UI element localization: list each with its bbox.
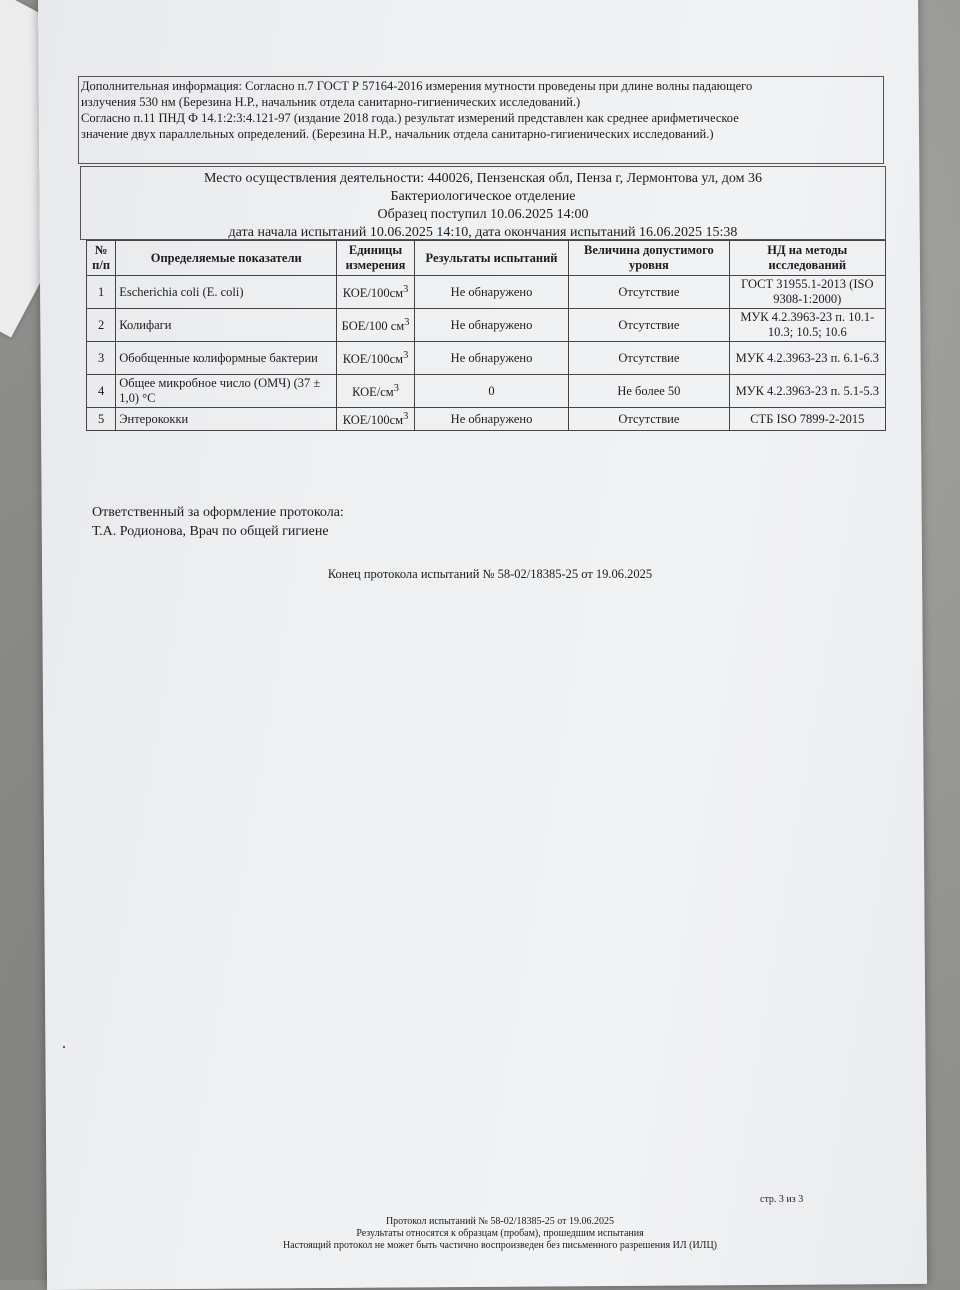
row-norm: Отсутствие xyxy=(569,309,729,342)
row-unit: БОЕ/100 $см^3$ xyxy=(337,309,415,342)
table-row xyxy=(87,276,886,309)
row-norm: Не более 50 xyxy=(569,375,729,408)
page-number: стр. 3 из 3 xyxy=(760,1194,804,1205)
footer-line-3: Настоящий протокол не может быть частично воспроизведен без письменного разрешения ИЛ (ИЛЦ) xyxy=(282,1240,717,1251)
row-name: Обобщенные колиформные бактерии xyxy=(116,342,337,375)
row-nd: ГОСТ 31955.1-2013 (ISO 9308-1:2000) xyxy=(729,276,885,309)
header-norm: Величина допустимого уровня xyxy=(569,241,729,276)
row-nd: СТБ ISO 7899-2-2015 xyxy=(729,408,885,431)
row-norm: Отсутствие xyxy=(569,276,729,309)
place-of-activity-box xyxy=(80,166,886,240)
info-line-4: значение двух параллельных определений. (Березина Н.Р., начальник отдела санитарно-гигиенических исследований.) xyxy=(81,127,714,141)
row-num: 5 xyxy=(87,408,116,431)
row-name: Escherichia coli (E. coli) xyxy=(116,276,337,309)
row-unit: КОЕ/$100см^3$ xyxy=(337,342,415,375)
responsible-person: Т.А. Родионова, Врач по общей гигиене xyxy=(92,524,329,539)
header-unit: Единицы измерения xyxy=(337,241,415,276)
paper-speck xyxy=(63,1046,65,1048)
test-dates: дата начала испытаний 10.06.2025 14:10, дата окончания испытаний 16.06.2025 15:38 xyxy=(228,225,738,240)
table-row xyxy=(87,342,886,375)
responsible-label: Ответственный за оформление протокола: xyxy=(92,505,344,520)
protocol-end-text: Конец протокола испытаний № 58-02/18385-25 от 19.06.2025 xyxy=(327,567,653,581)
row-nd: МУК 4.2.3963-23 п. 5.1-5.3 xyxy=(729,375,885,408)
row-result: 0 xyxy=(414,375,568,408)
header-name: Определяемые показатели xyxy=(116,241,337,276)
table-header-row xyxy=(87,241,886,276)
header-num: № п/п xyxy=(87,241,116,276)
row-unit: КОЕ/$100см^3$ xyxy=(337,276,415,309)
row-name: Общее микробное число (ОМЧ) (37 ± 1,0) °С xyxy=(116,375,337,408)
row-name: Энтерококки xyxy=(116,408,337,431)
table-row xyxy=(87,408,886,431)
row-result: Не обнаружено xyxy=(414,408,568,431)
results-table xyxy=(86,240,886,431)
table-row xyxy=(87,309,886,342)
page-footer xyxy=(0,1216,960,1252)
additional-info-box xyxy=(78,76,884,164)
row-num: 3 xyxy=(87,342,116,375)
row-result: Не обнаружено xyxy=(414,276,568,309)
place-address: Место осуществления деятельности: 440026, Пензенская обл, Пенза г, Лермонтова ул, дом 36 xyxy=(203,171,763,186)
footer-line-2: Результаты относятся к образцам (пробам), прошедшим испытания xyxy=(356,1228,644,1239)
header-nd: НД на методы исследований xyxy=(729,241,885,276)
row-num: 2 xyxy=(87,309,116,342)
row-name: Колифаги xyxy=(116,309,337,342)
row-unit: КОЕ/$100см^3$ xyxy=(337,408,415,431)
table-row xyxy=(87,375,886,408)
info-line-1: Дополнительная информация: Согласно п.7 ГОСТ Р 57164-2016 измерения мутности проведены при длине волны падающего xyxy=(81,79,753,93)
row-nd: МУК 4.2.3963-23 п. 6.1-6.3 xyxy=(729,342,885,375)
row-norm: Отсутствие xyxy=(569,408,729,431)
row-result: Не обнаружено xyxy=(414,309,568,342)
row-num: 1 xyxy=(87,276,116,309)
row-result: Не обнаружено xyxy=(414,342,568,375)
row-nd: МУК 4.2.3963-23 п. 10.1-10.3; 10.5; 10.6 xyxy=(729,309,885,342)
row-norm: Отсутствие xyxy=(569,342,729,375)
department-name: Бактериологическое отделение xyxy=(390,189,576,204)
info-line-3: Согласно п.11 ПНД Ф 14.1:2:3:4.121-97 (издание 2018 года.) результат измерений представлен как среднее арифметическое xyxy=(81,111,739,125)
header-result: Результаты испытаний xyxy=(414,241,568,276)
row-unit: КОЕ/$см^3$ xyxy=(337,375,415,408)
footer-line-1: Протокол испытаний № 58-02/18385-25 от 19.06.2025 xyxy=(385,1216,615,1227)
info-line-2: излучения 530 нм (Березина Н.Р., начальник отдела санитарно-гигиенических исследований.) xyxy=(81,95,581,109)
sample-received: Образец поступил 10.06.2025 14:00 xyxy=(377,207,589,222)
responsible-block xyxy=(92,503,344,541)
row-num: 4 xyxy=(87,375,116,408)
